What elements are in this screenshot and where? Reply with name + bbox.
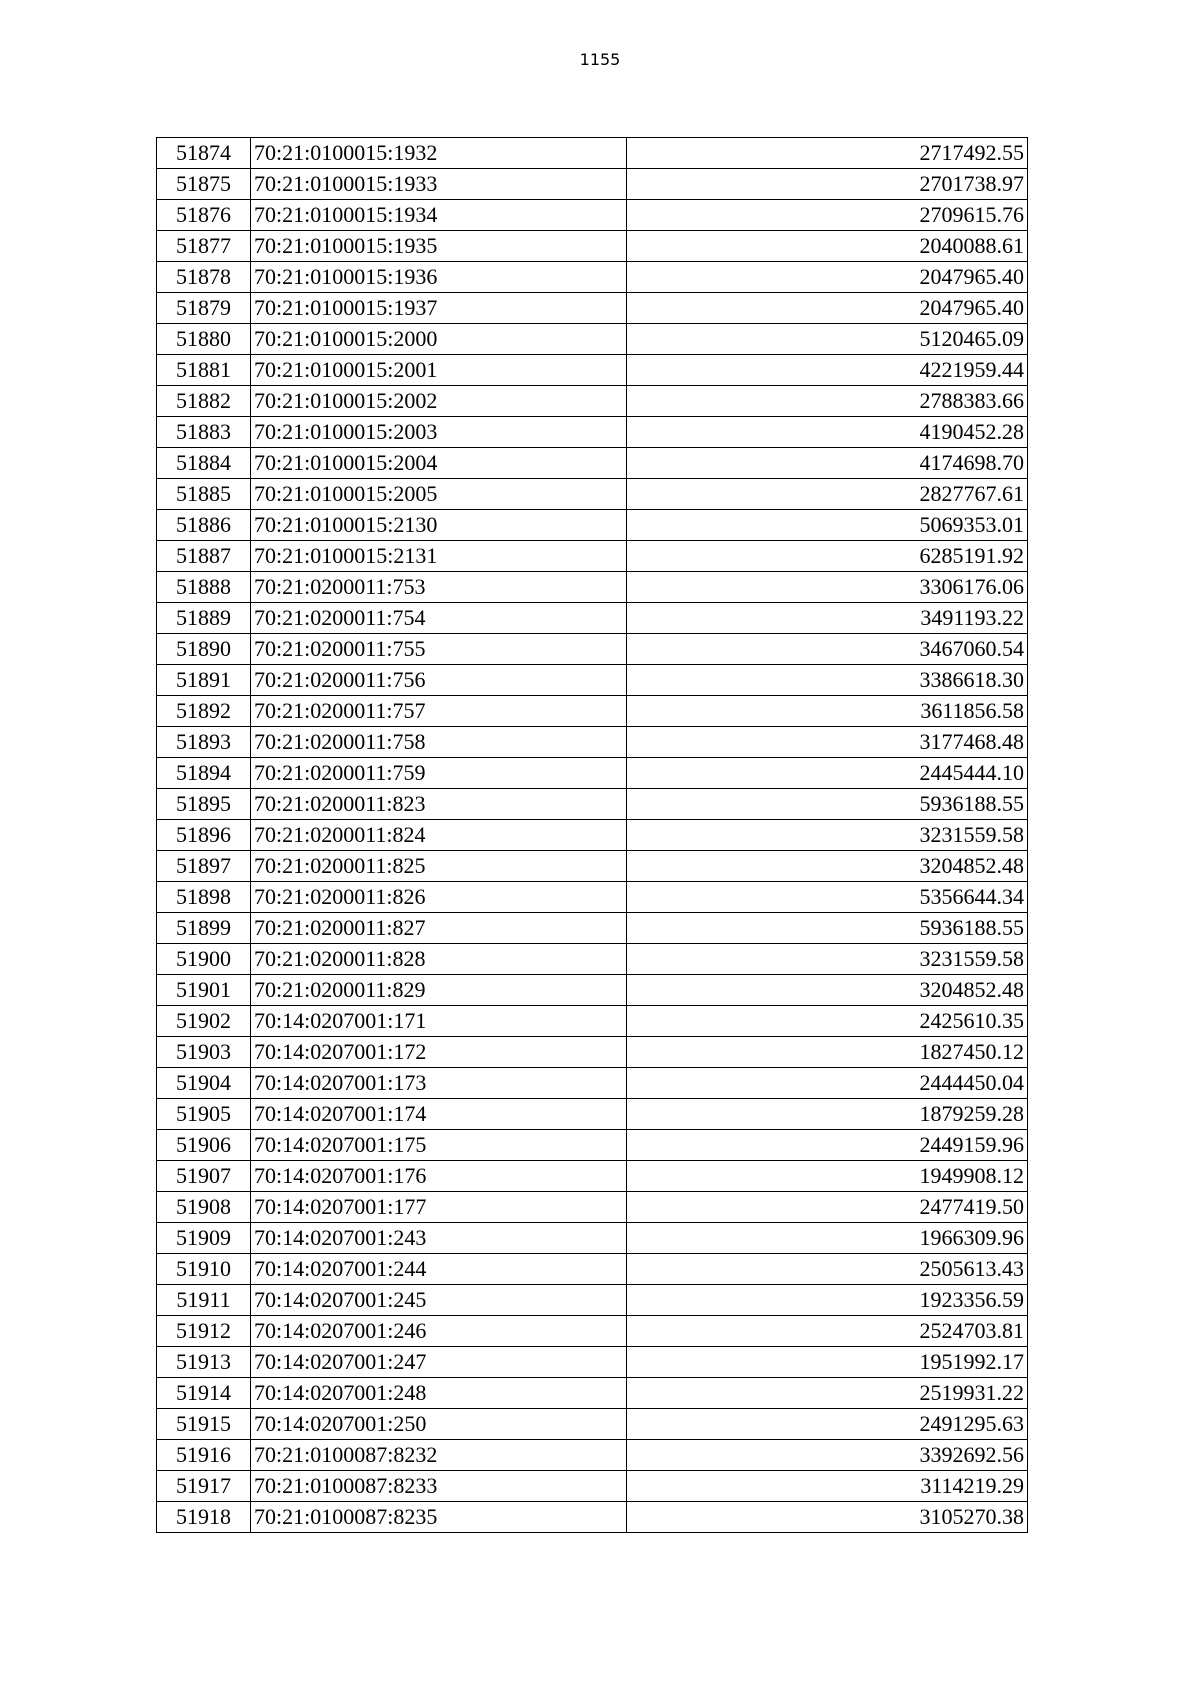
row-number-cell: 51912 <box>157 1316 251 1347</box>
row-number-cell: 51885 <box>157 479 251 510</box>
row-number-cell: 51875 <box>157 169 251 200</box>
cadastral-value-cell: 2449159.96 <box>627 1130 1028 1161</box>
cadastral-value-cell: 2425610.35 <box>627 1006 1028 1037</box>
row-number-cell: 51902 <box>157 1006 251 1037</box>
cadastral-number-cell: 70:21:0200011:755 <box>251 634 627 665</box>
table-row <box>157 975 1028 1006</box>
row-number-cell: 51909 <box>157 1223 251 1254</box>
cadastral-value-cell: 3491193.22 <box>627 603 1028 634</box>
row-number-cell: 51892 <box>157 696 251 727</box>
row-number-cell: 51910 <box>157 1254 251 1285</box>
cadastral-number-cell: 70:21:0200011:756 <box>251 665 627 696</box>
cadastral-value-cell: 2445444.10 <box>627 758 1028 789</box>
row-number-cell: 51894 <box>157 758 251 789</box>
row-number-cell: 51888 <box>157 572 251 603</box>
cadastral-number-cell: 70:21:0100015:1937 <box>251 293 627 324</box>
row-number-cell: 51882 <box>157 386 251 417</box>
row-number-cell: 51891 <box>157 665 251 696</box>
row-number-cell: 51903 <box>157 1037 251 1068</box>
cadastral-value-cell: 6285191.92 <box>627 541 1028 572</box>
row-number-cell: 51905 <box>157 1099 251 1130</box>
table-row <box>157 851 1028 882</box>
cadastral-value-cell: 5356644.34 <box>627 882 1028 913</box>
cadastral-number-cell: 70:21:0100087:8232 <box>251 1440 627 1471</box>
table-row <box>157 1409 1028 1440</box>
table-row <box>157 1223 1028 1254</box>
cadastral-value-cell: 2444450.04 <box>627 1068 1028 1099</box>
row-number-cell: 51884 <box>157 448 251 479</box>
cadastral-number-cell: 70:21:0200011:829 <box>251 975 627 1006</box>
table-row <box>157 1099 1028 1130</box>
cadastral-value-cell: 1966309.96 <box>627 1223 1028 1254</box>
cadastral-value-cell: 1951992.17 <box>627 1347 1028 1378</box>
table-row <box>157 448 1028 479</box>
cadastral-number-cell: 70:21:0100015:1932 <box>251 138 627 169</box>
cadastral-value-cell: 3306176.06 <box>627 572 1028 603</box>
row-number-cell: 51898 <box>157 882 251 913</box>
cadastral-number-cell: 70:14:0207001:243 <box>251 1223 627 1254</box>
row-number-cell: 51895 <box>157 789 251 820</box>
cadastral-value-cell: 3114219.29 <box>627 1471 1028 1502</box>
table-row <box>157 1130 1028 1161</box>
table-row <box>157 1068 1028 1099</box>
table-row <box>157 882 1028 913</box>
cadastral-number-cell: 70:21:0200011:757 <box>251 696 627 727</box>
table-row <box>157 479 1028 510</box>
row-number-cell: 51913 <box>157 1347 251 1378</box>
table-row <box>157 696 1028 727</box>
cadastral-value-table <box>156 137 1028 1533</box>
row-number-cell: 51914 <box>157 1378 251 1409</box>
cadastral-value-cell: 1827450.12 <box>627 1037 1028 1068</box>
cadastral-number-cell: 70:14:0207001:247 <box>251 1347 627 1378</box>
cadastral-number-cell: 70:21:0100015:1933 <box>251 169 627 200</box>
cadastral-value-cell: 2491295.63 <box>627 1409 1028 1440</box>
cadastral-number-cell: 70:14:0207001:248 <box>251 1378 627 1409</box>
table-row <box>157 603 1028 634</box>
table-row <box>157 820 1028 851</box>
cadastral-number-cell: 70:21:0100015:2004 <box>251 448 627 479</box>
row-number-cell: 51904 <box>157 1068 251 1099</box>
cadastral-number-cell: 70:21:0200011:824 <box>251 820 627 851</box>
cadastral-number-cell: 70:21:0200011:828 <box>251 944 627 975</box>
cadastral-value-cell: 2477419.50 <box>627 1192 1028 1223</box>
cadastral-number-cell: 70:21:0200011:753 <box>251 572 627 603</box>
table-row <box>157 944 1028 975</box>
cadastral-number-cell: 70:14:0207001:250 <box>251 1409 627 1440</box>
table-row <box>157 324 1028 355</box>
cadastral-number-cell: 70:21:0100015:2003 <box>251 417 627 448</box>
table-row <box>157 1006 1028 1037</box>
cadastral-number-cell: 70:14:0207001:246 <box>251 1316 627 1347</box>
cadastral-value-cell: 3204852.48 <box>627 851 1028 882</box>
table-row <box>157 634 1028 665</box>
table-row <box>157 789 1028 820</box>
cadastral-number-cell: 70:21:0100015:2130 <box>251 510 627 541</box>
cadastral-value-cell: 3204852.48 <box>627 975 1028 1006</box>
row-number-cell: 51876 <box>157 200 251 231</box>
cadastral-value-cell: 3467060.54 <box>627 634 1028 665</box>
cadastral-number-cell: 70:21:0200011:823 <box>251 789 627 820</box>
table-row <box>157 355 1028 386</box>
cadastral-number-cell: 70:21:0200011:754 <box>251 603 627 634</box>
cadastral-number-cell: 70:21:0200011:825 <box>251 851 627 882</box>
cadastral-number-cell: 70:21:0100015:2131 <box>251 541 627 572</box>
cadastral-number-cell: 70:14:0207001:176 <box>251 1161 627 1192</box>
cadastral-value-cell: 3611856.58 <box>627 696 1028 727</box>
cadastral-value-cell: 1949908.12 <box>627 1161 1028 1192</box>
row-number-cell: 51908 <box>157 1192 251 1223</box>
cadastral-value-cell: 2047965.40 <box>627 293 1028 324</box>
row-number-cell: 51911 <box>157 1285 251 1316</box>
table-row <box>157 1254 1028 1285</box>
table-row <box>157 1440 1028 1471</box>
cadastral-number-cell: 70:21:0100015:2002 <box>251 386 627 417</box>
table-row <box>157 727 1028 758</box>
cadastral-number-cell: 70:14:0207001:172 <box>251 1037 627 1068</box>
row-number-cell: 51881 <box>157 355 251 386</box>
cadastral-value-cell: 2524703.81 <box>627 1316 1028 1347</box>
cadastral-number-cell: 70:21:0100087:8235 <box>251 1502 627 1533</box>
table-row <box>157 417 1028 448</box>
row-number-cell: 51918 <box>157 1502 251 1533</box>
table-row <box>157 1037 1028 1068</box>
cadastral-value-cell: 3177468.48 <box>627 727 1028 758</box>
row-number-cell: 51896 <box>157 820 251 851</box>
cadastral-value-cell: 2519931.22 <box>627 1378 1028 1409</box>
table-row <box>157 1161 1028 1192</box>
cadastral-value-cell: 2505613.43 <box>627 1254 1028 1285</box>
cadastral-value-cell: 1879259.28 <box>627 1099 1028 1130</box>
row-number-cell: 51890 <box>157 634 251 665</box>
table-row <box>157 572 1028 603</box>
cadastral-number-cell: 70:21:0200011:826 <box>251 882 627 913</box>
cadastral-value-cell: 3231559.58 <box>627 820 1028 851</box>
cadastral-value-cell: 2827767.61 <box>627 479 1028 510</box>
table-row <box>157 758 1028 789</box>
cadastral-value-cell: 5069353.01 <box>627 510 1028 541</box>
cadastral-number-cell: 70:21:0200011:759 <box>251 758 627 789</box>
cadastral-number-cell: 70:14:0207001:171 <box>251 1006 627 1037</box>
table-row <box>157 913 1028 944</box>
cadastral-value-cell: 2701738.97 <box>627 169 1028 200</box>
cadastral-value-cell: 3105270.38 <box>627 1502 1028 1533</box>
cadastral-number-cell: 70:14:0207001:244 <box>251 1254 627 1285</box>
cadastral-number-cell: 70:21:0100015:2001 <box>251 355 627 386</box>
table-row <box>157 1316 1028 1347</box>
table-row <box>157 1471 1028 1502</box>
cadastral-value-cell: 3392692.56 <box>627 1440 1028 1471</box>
cadastral-number-cell: 70:21:0200011:827 <box>251 913 627 944</box>
cadastral-value-cell: 3231559.58 <box>627 944 1028 975</box>
table-row <box>157 1502 1028 1533</box>
row-number-cell: 51916 <box>157 1440 251 1471</box>
table-row <box>157 665 1028 696</box>
cadastral-value-cell: 5120465.09 <box>627 324 1028 355</box>
cadastral-number-cell: 70:21:0100015:1936 <box>251 262 627 293</box>
table-row <box>157 386 1028 417</box>
cadastral-number-cell: 70:14:0207001:173 <box>251 1068 627 1099</box>
cadastral-number-cell: 70:21:0100015:1934 <box>251 200 627 231</box>
table-row <box>157 169 1028 200</box>
row-number-cell: 51879 <box>157 293 251 324</box>
table-row <box>157 231 1028 262</box>
cadastral-value-cell: 2047965.40 <box>627 262 1028 293</box>
cadastral-value-cell: 1923356.59 <box>627 1285 1028 1316</box>
cadastral-value-cell: 2040088.61 <box>627 231 1028 262</box>
row-number-cell: 51906 <box>157 1130 251 1161</box>
cadastral-value-cell: 2717492.55 <box>627 138 1028 169</box>
row-number-cell: 51897 <box>157 851 251 882</box>
cadastral-number-cell: 70:21:0100015:1935 <box>251 231 627 262</box>
row-number-cell: 51889 <box>157 603 251 634</box>
table-row <box>157 1378 1028 1409</box>
row-number-cell: 51899 <box>157 913 251 944</box>
table-row <box>157 200 1028 231</box>
row-number-cell: 51874 <box>157 138 251 169</box>
cadastral-value-cell: 5936188.55 <box>627 789 1028 820</box>
table-row <box>157 293 1028 324</box>
row-number-cell: 51901 <box>157 975 251 1006</box>
row-number-cell: 51883 <box>157 417 251 448</box>
row-number-cell: 51887 <box>157 541 251 572</box>
row-number-cell: 51900 <box>157 944 251 975</box>
cadastral-value-cell: 3386618.30 <box>627 665 1028 696</box>
cadastral-value-cell: 2709615.76 <box>627 200 1028 231</box>
row-number-cell: 51915 <box>157 1409 251 1440</box>
table-body <box>157 138 1028 1533</box>
row-number-cell: 51893 <box>157 727 251 758</box>
page-number: 1155 <box>579 50 621 69</box>
table-row <box>157 541 1028 572</box>
cadastral-value-cell: 4190452.28 <box>627 417 1028 448</box>
row-number-cell: 51878 <box>157 262 251 293</box>
table-row <box>157 138 1028 169</box>
cadastral-number-cell: 70:21:0200011:758 <box>251 727 627 758</box>
cadastral-number-cell: 70:21:0100087:8233 <box>251 1471 627 1502</box>
cadastral-number-cell: 70:14:0207001:177 <box>251 1192 627 1223</box>
row-number-cell: 51907 <box>157 1161 251 1192</box>
cadastral-number-cell: 70:21:0100015:2005 <box>251 479 627 510</box>
row-number-cell: 51917 <box>157 1471 251 1502</box>
table-row <box>157 510 1028 541</box>
cadastral-number-cell: 70:14:0207001:245 <box>251 1285 627 1316</box>
row-number-cell: 51886 <box>157 510 251 541</box>
cadastral-number-cell: 70:14:0207001:174 <box>251 1099 627 1130</box>
cadastral-value-cell: 2788383.66 <box>627 386 1028 417</box>
cadastral-number-cell: 70:21:0100015:2000 <box>251 324 627 355</box>
cadastral-value-cell: 4174698.70 <box>627 448 1028 479</box>
table-row <box>157 1285 1028 1316</box>
row-number-cell: 51880 <box>157 324 251 355</box>
cadastral-value-cell: 4221959.44 <box>627 355 1028 386</box>
table-row <box>157 1347 1028 1378</box>
cadastral-number-cell: 70:14:0207001:175 <box>251 1130 627 1161</box>
table-row <box>157 1192 1028 1223</box>
row-number-cell: 51877 <box>157 231 251 262</box>
table-row <box>157 262 1028 293</box>
cadastral-value-cell: 5936188.55 <box>627 913 1028 944</box>
